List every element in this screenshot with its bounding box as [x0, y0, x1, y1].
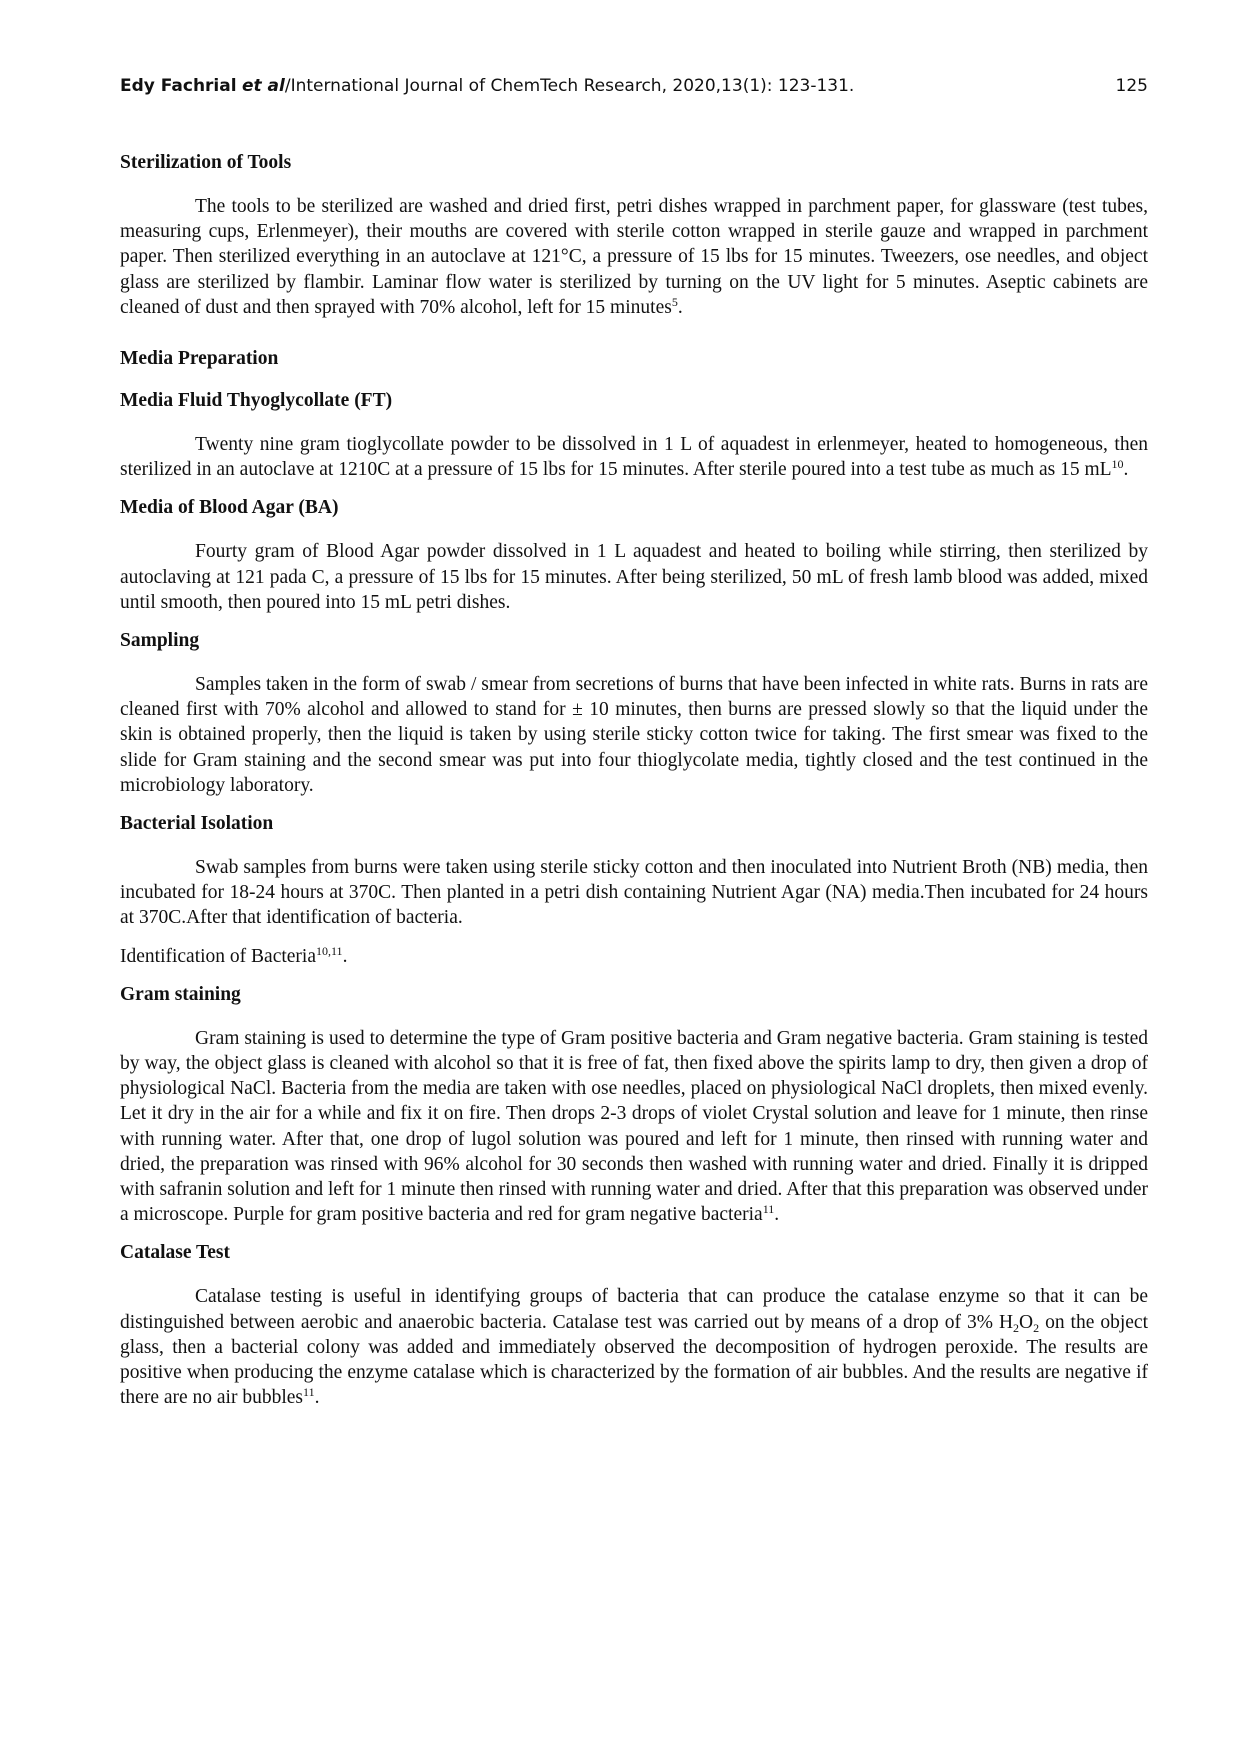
- section-heading-bacterial-isolation: Bacterial Isolation: [120, 813, 274, 835]
- citation-sup: 11: [762, 1202, 775, 1217]
- body-content: [120, 150, 1148, 1411]
- paragraph-text: Gram staining is used to determine the type of Gram positive bacteria and Gram negative bacteria. Gram staining is tested by way, the object glass is cleaned with alcohol so that it is free of fat, then fixed above the spirits lamp to dry, then given a drop of physiological NaCl. Bacteria from the media are taken with ose needles, placed on physiological NaCl droplets, then mixed evenly. Let it dry in the air for a while and fix it on fire. Then drops 2-3 drops of violet Crystal solution and leave for 1 minute, then rinse with running water. After that, one drop of lugol solution was poured and left for 1 minute, then rinsed with running water and dried, the preparation was rinsed with 96% alcohol for 30 seconds then washed with running water and dried. Finally it is dripped with safranin solution and left for 1 minute then rinsed with running water and dried. After that this preparation was observed under a microscope. Purple for gram positive bacteria and red for gram negative bacteria: [120, 1027, 1148, 1226]
- subscript: 2: [1033, 1320, 1040, 1335]
- section-heading-gram-staining: Gram staining: [120, 983, 241, 1005]
- section-heading-fluid-thyoglycollate: Media Fluid Thyoglycollate (FT): [120, 390, 393, 412]
- section-heading-sampling: Sampling: [120, 630, 200, 652]
- section-heading-sterilization: Sterilization of Tools: [120, 152, 292, 173]
- page-number: 125: [1115, 76, 1148, 96]
- paragraph-tail: .: [314, 1387, 320, 1409]
- section-heading-catalase-test: Catalase Test: [120, 1242, 230, 1264]
- citation-sup: 11: [303, 1385, 315, 1400]
- journal-reference: /International Journal of ChemTech Research, 2020,13(1): 123-131.: [284, 76, 855, 96]
- paragraph-sampling: Samples taken in the form of swab / smear from secretions of burns that have been infected in white rats. Burns in rats are cleaned first with 70% alcohol and allowed to stand for ± 10 minutes, then burns are pressed slowly so that the liquid under the skin is obtained properly, then the liquid is taken by using sterile sticky cotton twice for taking. The first smear was fixed to the slide for Gram staining and the second smear was put into four thioglycolate media, tightly closed and the test continued in the microbiology laboratory.: [120, 674, 1148, 796]
- paragraph-text: The tools to be sterilized are washed and dried first, petri dishes wrapped in parchment paper, for glassware (test tubes, measuring cups, Erlenmeyer), their mouths are covered with sterile cotton wrapped in sterile gauze and wrapped in parchment paper. Then sterilized everything in an autoclave at 121°C, a pressure of 15 lbs for 15 minutes. Tweezers, ose needles, and object glass are sterilized by flambir. Laminar flow water is sterilized by turning on the UV light for 5 minutes. Aseptic cabinets are cleaned of dust and then sprayed with 70% alcohol, left for 15 minutes: [120, 196, 1148, 318]
- paragraph-text: Identification of Bacteria: [120, 945, 316, 967]
- paragraph-tail: .: [774, 1204, 780, 1226]
- paragraph-sterilization: [120, 194, 1148, 320]
- citation-sup: 5: [671, 294, 678, 309]
- formula-part: O: [1019, 1311, 1034, 1333]
- paragraph-tail: .: [342, 945, 348, 967]
- citation-sup: 10: [1111, 457, 1124, 472]
- subscript: 2: [1013, 1320, 1020, 1335]
- section-heading-blood-agar: Media of Blood Agar (BA): [120, 497, 339, 519]
- paragraph-text: Catalase testing is useful in identifying groups of bacteria that can produce the catalase enzyme so that it can be distinguished between aerobic and anaerobic bacteria. Catalase test was carried out by means of a drop of 3% H: [120, 1286, 1148, 1333]
- author-name: Edy Fachrial: [120, 76, 237, 96]
- paragraph-bacterial-isolation: Swab samples from burns were taken using sterile sticky cotton and then inoculated into Nutrient Broth (NB) media, then incubated for 18-24 hours at 370C. Then planted in a petri dish containing Nutrient Agar (NA) media.Then incubated for 24 hours at 370C.After that identification of bacteria.: [120, 857, 1148, 929]
- paragraph-text: on the object glass, then a bacterial colony was added and immediately observed the decomposition of hydrogen peroxide. The results are positive when producing the enzyme catalase which is characterized by the formation of air bubbles. And the results are negative if there are no air bubbles: [120, 1311, 1148, 1409]
- paragraph-tail: .: [1123, 459, 1129, 481]
- paragraph-text: Twenty nine gram tioglycollate powder to be dissolved in 1 L of aquadest in erlenmeyer, heated to homogeneous, then sterilized in an autoclave at 1210C at a pressure of 15 lbs for 15 minutes. After sterile poured into a test tube as much as 15 mL: [120, 434, 1148, 481]
- paragraph-fluid-thyoglycollate: [120, 432, 1148, 482]
- citation-line: [120, 76, 854, 96]
- citation-sup: 10,11: [316, 943, 343, 958]
- paragraph-tail: .: [677, 296, 683, 318]
- et-al: et al: [241, 76, 285, 96]
- paragraph-gram-staining: [120, 1026, 1148, 1228]
- paragraph-blood-agar: Fourty gram of Blood Agar powder dissolved in 1 L aquadest and heated to boiling while stirring, then sterilized by autoclaving at 121 pada C, a pressure of 15 lbs for 15 minutes. After being sterilized, 50 mL of fresh lamb blood was added, mixed until smooth, then poured into 15 mL petri dishes.: [120, 541, 1148, 613]
- paragraph-catalase-test: [120, 1284, 1148, 1410]
- paragraph-identification: [120, 944, 1148, 969]
- section-heading-media-preparation: Media Preparation: [120, 348, 279, 370]
